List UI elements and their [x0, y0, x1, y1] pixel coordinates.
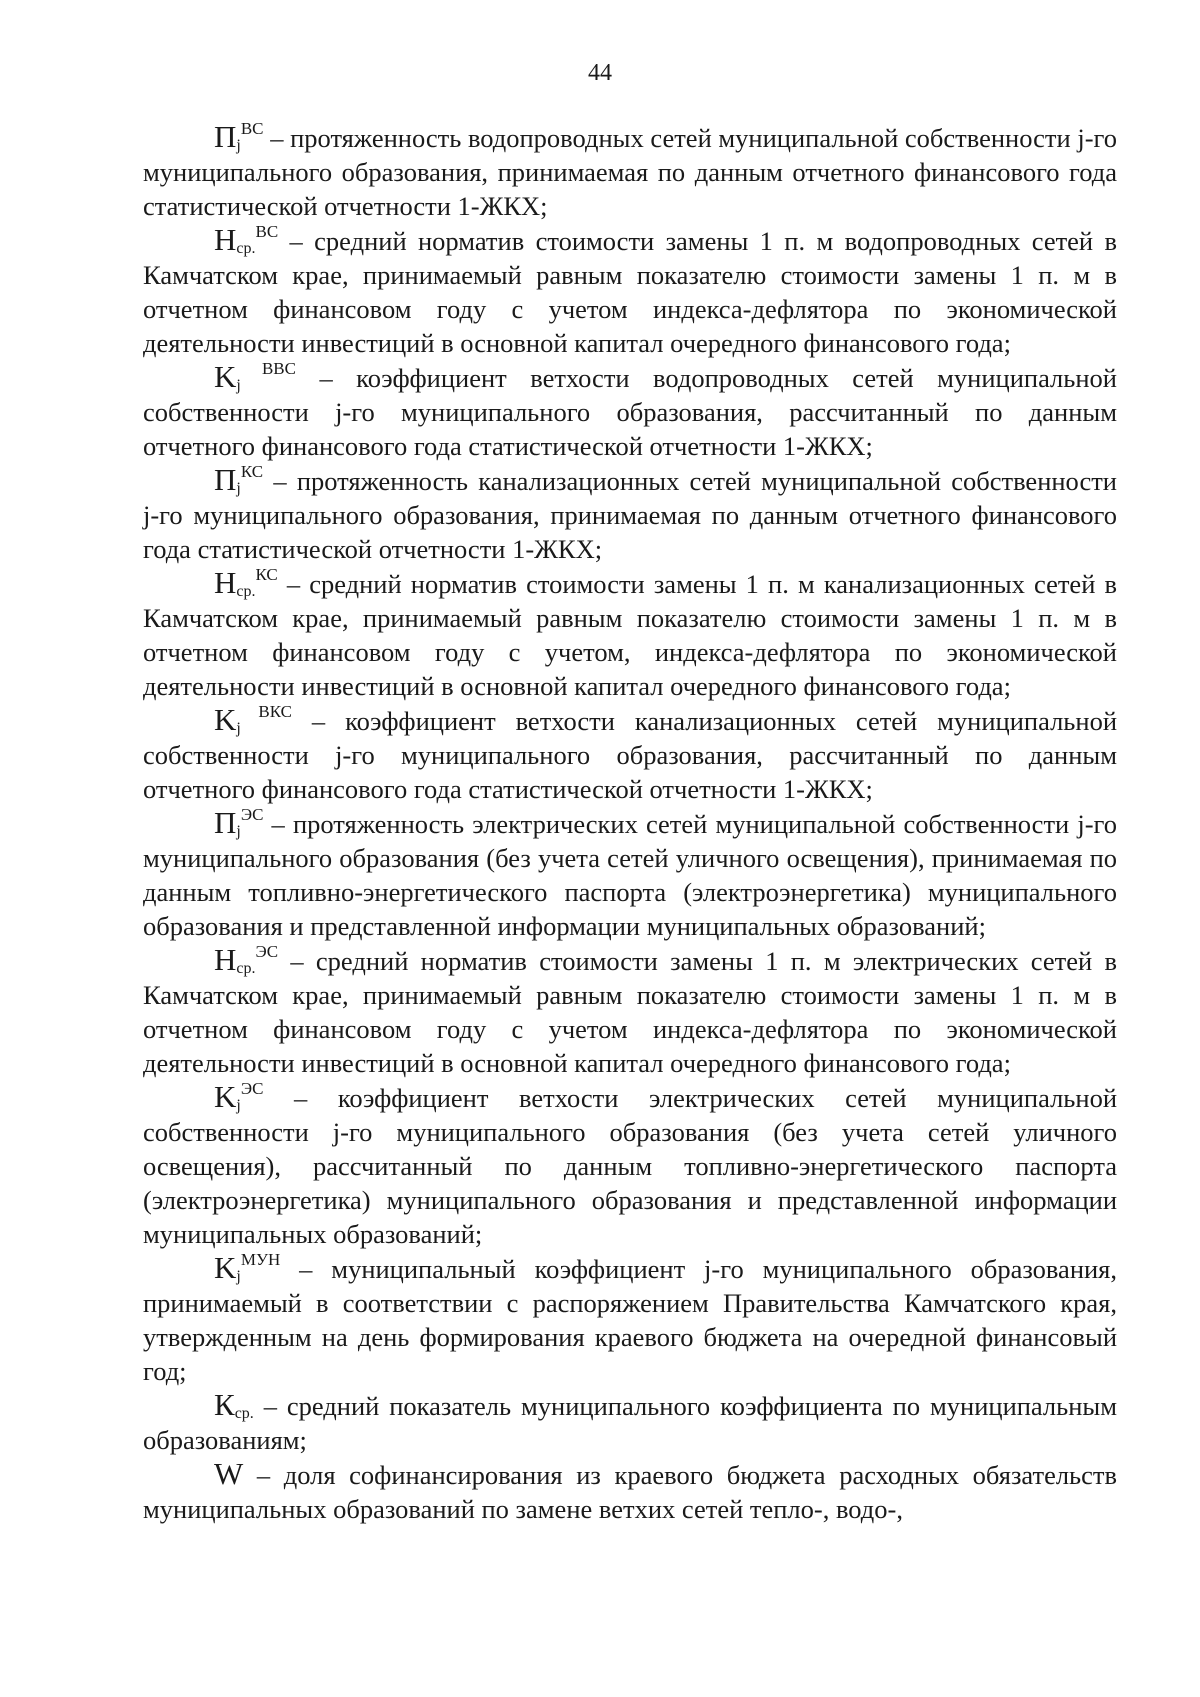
- symbol: Н: [214, 942, 237, 977]
- superscript: ЭС: [240, 1079, 264, 1098]
- subscript: j: [236, 1268, 241, 1285]
- definition-text: – протяженность электрических сетей муниципальной собственности j-го муниципального образования (без учета сетей уличного освещения), принимаемая по данным топливно-энергетического паспорта (электроэнергетика) муниципального образования и представленной информации муниципальных образований;: [143, 809, 1117, 941]
- symbol: П: [214, 462, 237, 497]
- subscript: ср.: [236, 960, 256, 977]
- definition-text: – средний норматив стоимости замены 1 п. м электрических сетей в Камчатском крае, принимаемый равным показателю стоимости замены 1 п. м в отчетном финансовом году с учетом индекса-дефлятора по экономической деятельности инвестиций в основной капитал очередного финансового года;: [143, 946, 1117, 1078]
- subscript: j: [236, 377, 241, 394]
- definition-pj-es: [143, 806, 1117, 943]
- subscript: ср.: [236, 583, 256, 600]
- definition-hsr-ks: [143, 566, 1117, 703]
- subscript: j: [236, 480, 241, 497]
- superscript: ЭС: [255, 942, 279, 961]
- subscript: j: [236, 720, 241, 737]
- subscript: j: [236, 137, 241, 154]
- superscript: ВС: [255, 222, 279, 241]
- symbol: Н: [214, 565, 237, 600]
- definition-kj-mun: [143, 1251, 1117, 1388]
- definition-hsr-es: [143, 943, 1117, 1080]
- symbol: W: [214, 1456, 244, 1491]
- definition-kj-vks: [143, 703, 1117, 806]
- definition-kj-vvs: [143, 360, 1117, 463]
- superscript: ВС: [240, 119, 264, 138]
- definition-kj-es: [143, 1080, 1117, 1251]
- symbol: K: [214, 1079, 237, 1114]
- superscript: ВВС: [240, 359, 296, 378]
- definition-text: – коэффициент ветхости канализационных сетей муниципальной собственности j-го муниципального образования, рассчитанный по данным отчетного финансового года статистической отчетности 1-ЖКХ;: [143, 706, 1118, 804]
- definition-text: – средний показатель муниципального коэффициента по муниципальным образованиям;: [143, 1391, 1117, 1455]
- definition-text: – средний норматив стоимости замены 1 п. м канализационных сетей в Камчатском крае, принимаемый равным показателю стоимости замены 1 п. м в отчетном финансовом году с учетом, индекса-дефлятора по экономической деятельности инвестиций в основной капитал очередного финансового года;: [143, 569, 1117, 701]
- symbol: П: [214, 805, 237, 840]
- definition-ksr: [143, 1388, 1117, 1457]
- definition-hsr-vs: [143, 223, 1117, 360]
- definition-pj-ks: [143, 463, 1117, 566]
- subscript: ср.: [234, 1405, 254, 1422]
- definition-text: – протяженность канализационных сетей муниципальной собственности j-го муниципального образования, принимаемая по данным отчетного финансового года статистической отчетности 1-ЖКХ;: [143, 466, 1117, 564]
- superscript: МУН: [240, 1250, 281, 1269]
- definition-w: [143, 1457, 1117, 1526]
- symbol: K: [214, 1250, 237, 1285]
- definition-text: – средний норматив стоимости замены 1 п. м водопроводных сетей в Камчатском крае, принимаемый равным показателю стоимости замены 1 п. м в отчетном финансовом году с учетом индекса-дефлятора по экономической деятельности инвестиций в основной капитал очередного финансового года;: [143, 226, 1117, 358]
- symbol: K: [214, 702, 237, 737]
- symbol: П: [214, 119, 237, 154]
- symbol: K: [214, 359, 237, 394]
- document-body: [143, 120, 1117, 1526]
- superscript: ВКС: [240, 702, 292, 721]
- superscript: ЭС: [240, 805, 264, 824]
- page-number: 44: [588, 60, 612, 86]
- superscript: КС: [240, 462, 264, 481]
- definition-text: – протяженность водопроводных сетей муниципальной собственности j-го муниципального образования, принимаемая по данным отчетного финансового года статистической отчетности 1-ЖКХ;: [143, 123, 1117, 221]
- definition-text: – муниципальный коэффициент j-го муниципального образования, принимаемый в соответствии с распоряжением Правительства Камчатского края, утвержденным на день формирования краевого бюджета на очередной финансовый год;: [143, 1254, 1117, 1386]
- definition-pj-vs: [143, 120, 1117, 223]
- definition-text: – доля софинансирования из краевого бюджета расходных обязательств муниципальных образований по замене ветхих сетей тепло-, водо-,: [143, 1460, 1117, 1524]
- definition-text: – коэффициент ветхости электрических сетей муниципальной собственности j-го муниципального образования (без учета сетей уличного освещения), рассчитанный по данным топливно-энергетического паспорта (электроэнергетика) муниципального образования и представленной информации муниципальных образований;: [143, 1083, 1117, 1249]
- subscript: j: [236, 823, 241, 840]
- definition-text: – коэффициент ветхости водопроводных сетей муниципальной собственности j-го муниципального образования, рассчитанный по данным отчетного финансового года статистической отчетности 1-ЖКХ;: [143, 363, 1117, 461]
- symbol: К: [214, 1387, 235, 1422]
- subscript: ср.: [236, 240, 256, 257]
- symbol: Н: [214, 222, 237, 257]
- subscript: j: [236, 1097, 241, 1114]
- superscript: КС: [255, 565, 278, 584]
